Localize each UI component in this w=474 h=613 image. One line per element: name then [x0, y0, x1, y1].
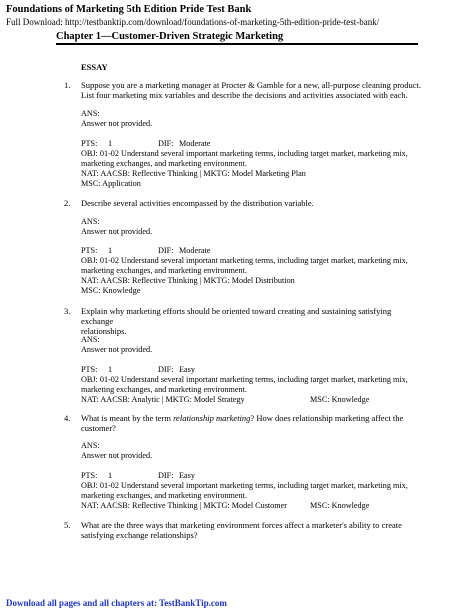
- question-text-line: relationships.: [81, 326, 127, 337]
- question-4: [64, 413, 424, 433]
- question-text-line: satisfying exchange relationships?: [81, 530, 198, 541]
- dif-label: DIF:: [158, 139, 174, 148]
- pts-dif-row: [81, 471, 431, 481]
- question-number: 5.: [64, 520, 71, 530]
- question-text-line: Explain why marketing efforts should be oriented toward creating and sustaining satisfying exchange: [81, 306, 392, 327]
- dif-value: Easy: [179, 471, 195, 480]
- chapter-title: Chapter 1—Customer-Driven Strategic Marketing: [56, 31, 284, 42]
- section-title: ESSAY: [81, 62, 108, 72]
- answer-text: Answer not provided.: [81, 227, 153, 236]
- dif-value: Moderate: [179, 139, 211, 148]
- footer-download-link[interactable]: Download all pages and all chapters at: TestBankTip.com: [6, 598, 227, 608]
- dif-label: DIF:: [158, 471, 174, 480]
- download-link[interactable]: http://testbanktip.com/download/foundations-of-marketing-5th-edition-pride-test-bank/: [65, 17, 380, 27]
- nat-msc-row: [81, 395, 431, 405]
- nat-line: NAT: AACSB: Reflective Thinking | MKTG: Model Customer: [81, 501, 287, 510]
- question-text-line: What are the three ways that marketing environment forces affect a marketer's ability to create: [81, 520, 402, 530]
- nat-line: NAT: AACSB: Analytic | MKTG: Model Strategy: [81, 395, 245, 404]
- pts-value: 1: [108, 365, 113, 374]
- pts-dif-row: [81, 246, 431, 256]
- question-text-line: Describe several activities encompassed by the distribution variable.: [81, 198, 314, 208]
- ans-label: ANS:: [81, 335, 100, 344]
- pts-value: 1: [108, 246, 113, 255]
- question-text-line: Suppose you are a marketing manager at Procter & Gamble for a new, all-purpose cleaning product.: [81, 80, 422, 90]
- nat-msc-row: [81, 501, 431, 511]
- pts-dif-row: [81, 139, 431, 149]
- obj-line: OBJ: 01-02 Understand several important marketing terms, including target market, marketing mix,: [81, 149, 408, 158]
- dif-value: Easy: [179, 365, 195, 374]
- meta-block-4: [81, 471, 431, 511]
- ans-label: ANS:: [81, 217, 100, 226]
- question-1: [64, 80, 424, 100]
- msc-line: MSC: Application: [81, 179, 141, 188]
- obj-line: OBJ: 01-02 Understand several important marketing terms, including target market, marketing mix,: [81, 256, 408, 265]
- question-text-line: [81, 413, 424, 423]
- answer-text: Answer not provided.: [81, 345, 153, 354]
- obj-line: marketing exchanges, and marketing environment.: [81, 385, 247, 394]
- dif-label: DIF:: [158, 365, 174, 374]
- chapter-rule: [56, 43, 418, 45]
- meta-block-1: [81, 139, 431, 189]
- question-text-pre: What is meant by the term: [81, 413, 174, 423]
- dif-label: DIF:: [158, 246, 174, 255]
- meta-block-3: [81, 365, 431, 405]
- pts-dif-row: [81, 365, 431, 375]
- meta-block-2: [81, 246, 431, 296]
- question-number: 3.: [64, 306, 71, 316]
- answer-block-1: [81, 109, 431, 129]
- question-3: [64, 306, 424, 337]
- pts-value: 1: [108, 471, 113, 480]
- pts-label: PTS:: [81, 365, 98, 374]
- download-label: Full Download:: [6, 17, 63, 27]
- nat-line: NAT: AACSB: Reflective Thinking | MKTG: Model Distribution: [81, 276, 295, 285]
- document-title: Foundations of Marketing 5th Edition Pride Test Bank: [6, 4, 252, 15]
- question-2: [64, 198, 424, 208]
- question-text-post: ? How does relationship marketing affect the: [250, 413, 404, 423]
- question-number: 1.: [64, 80, 71, 90]
- question-text-line: customer?: [81, 423, 116, 434]
- dif-value: Moderate: [179, 246, 211, 255]
- obj-line: marketing exchanges, and marketing environment.: [81, 491, 247, 500]
- obj-line: OBJ: 01-02 Understand several important marketing terms, including target market, marketing mix,: [81, 481, 408, 490]
- question-text-italic: relationship marketing: [173, 413, 251, 423]
- question-text-line: List four marketing mix variables and describe the decisions and activities associated with each.: [81, 90, 408, 101]
- pts-value: 1: [108, 139, 113, 148]
- msc-line: MSC: Knowledge: [310, 501, 370, 510]
- obj-line: marketing exchanges, and marketing environment.: [81, 159, 247, 168]
- msc-line: MSC: Knowledge: [81, 286, 141, 295]
- question-number: 2.: [64, 198, 71, 208]
- answer-text: Answer not provided.: [81, 119, 153, 128]
- pts-label: PTS:: [81, 139, 98, 148]
- answer-block-4: [81, 441, 431, 461]
- answer-block-3: [81, 335, 431, 355]
- obj-line: OBJ: 01-02 Understand several important marketing terms, including target market, marketing mix,: [81, 375, 408, 384]
- answer-text: Answer not provided.: [81, 451, 153, 460]
- nat-line: NAT: AACSB: Reflective Thinking | MKTG: Model Marketing Plan: [81, 169, 306, 178]
- pts-label: PTS:: [81, 471, 98, 480]
- ans-label: ANS:: [81, 109, 100, 118]
- question-5: [64, 520, 424, 540]
- ans-label: ANS:: [81, 441, 100, 450]
- download-line: [6, 17, 379, 27]
- msc-line: MSC: Knowledge: [310, 395, 370, 404]
- obj-line: marketing exchanges, and marketing environment.: [81, 266, 247, 275]
- answer-block-2: [81, 217, 431, 237]
- question-number: 4.: [64, 413, 71, 423]
- pts-label: PTS:: [81, 246, 98, 255]
